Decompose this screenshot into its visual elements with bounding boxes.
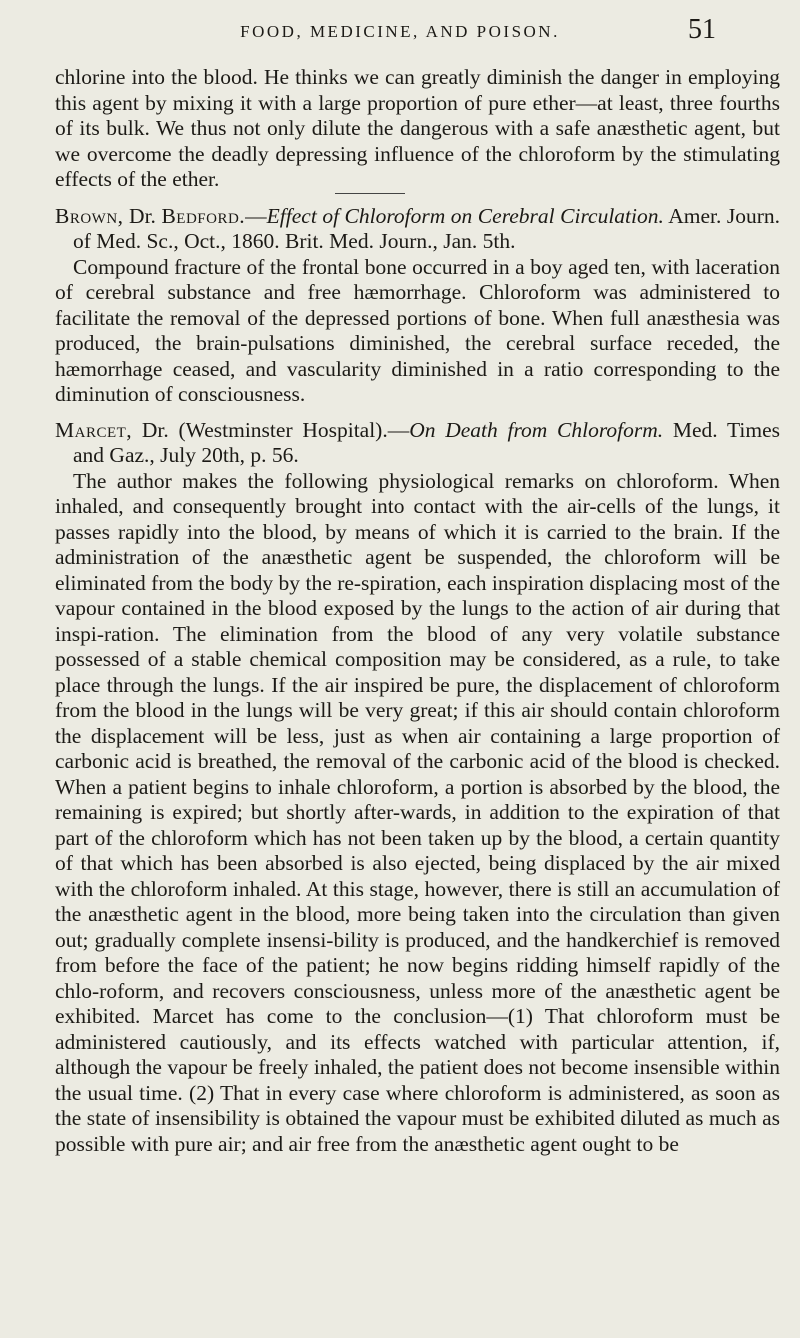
entry-heading-brown [55, 204, 780, 255]
entry-body-marcet: The author makes the following physiological remarks on chloroform. When inhaled, and consequently brought into contact with the air-cells of the lungs, it passes rapidly into the blood, by means of which it is carried to the brain. If the administration of the anæsthetic agent be suspended, the chloroform will be eliminated from the body by the re-spiration, each inspiration displacing most of the vapour contained in the blood exposed by the lungs to the action of air during that inspi-ration. The elimination from the blood of any very volatile substance possessed of a stable chemical composition may be considered, as a rule, to take place through the lungs. If the air inspired be pure, the displacement of chloroform from the blood in the lungs will be very great; if this air should contain chloroform the displacement will be less, just as when air containing a large proportion of carbonic acid is breathed, the removal of the carbonic acid of the blood is checked. When a patient begins to inhale chloroform, a portion is absorbed by the blood, the remaining is expired; but shortly after-wards, in addition to the expiration of that part of the chloroform which has not been taken up by the blood, a certain quantity of that which has been absorbed is also ejected, being displaced by the air mixed with the chloroform inhaled. At this stage, however, there is still an accumulation of the anæsthetic agent in the blood, more being taken into the circulation than given out; gradually complete insensi-bility is produced, and the handkerchief is removed from before the face of the patient; he now begins ridding himself rapidly of the chlo-roform, and recovers consciousness, unless more of the anæsthetic agent be exhibited. Marcet has come to the conclusion—(1) That chloroform must be administered cautiously, and its effects watched with particular attention, if, although the vapour be freely inhaled, the patient does not become insensible within the usual time. (2) That in every case where chloroform is administered, as soon as the state of insensibility is obtained the vapour must be exhibited diluted as much as possible with pure air; and air free from the anæsthetic agent ought to be [55, 468, 780, 1156]
entry-citation: Med. Times and Gaz., July 20th, p. 56. [73, 417, 780, 467]
entry-citation: Amer. Journ. of Med. Sc., Oct., 1860. Brit. Med. Journ., Jan. 5th. [73, 203, 780, 253]
page-number: 51 [688, 14, 716, 45]
entry-title: On Death from Chloroform. [409, 417, 664, 442]
entry-dash: — [245, 203, 267, 228]
section-divider [335, 193, 405, 194]
entry-body-brown: Compound fracture of the frontal bone occurred in a boy aged ten, with laceration of cerebral substance and free hæmorrhage. Chloroform was administered to facilitate the removal of the depressed portions of bone. When full anæsthesia was produced, the brain-pulsations diminished, the cerebral surface receded, the hæmorrhage ceased, and vascularity diminished in a ratio corresponding to the diminution of consciousness. [55, 254, 780, 406]
entry-author: Marcet, [55, 417, 133, 442]
entry-title: Effect of Chloroform on Cerebral Circulation. [266, 203, 664, 228]
entry-author: Brown, [55, 203, 124, 228]
entry-coauthor: Bedford. [161, 203, 246, 228]
entry-author-rest: Dr. [123, 203, 162, 228]
running-title: FOOD, MEDICINE, AND POISON. [240, 22, 560, 41]
page-body [55, 65, 780, 1157]
entry-heading-marcet [55, 418, 780, 469]
running-head [0, 8, 800, 48]
entry-author-rest: Dr. (Westminster Hospital).— [132, 417, 410, 442]
paragraph-continued: chlorine into the blood. He thinks we can greatly diminish the danger in employing this agent by mixing it with a large proportion of pure ether—at least, three fourths of its bulk. We thus not only dilute the dangerous with a safe anæsthetic agent, but we overcome the deadly depressing influence of the chloroform by the stimulating effects of the ether. [55, 65, 780, 191]
